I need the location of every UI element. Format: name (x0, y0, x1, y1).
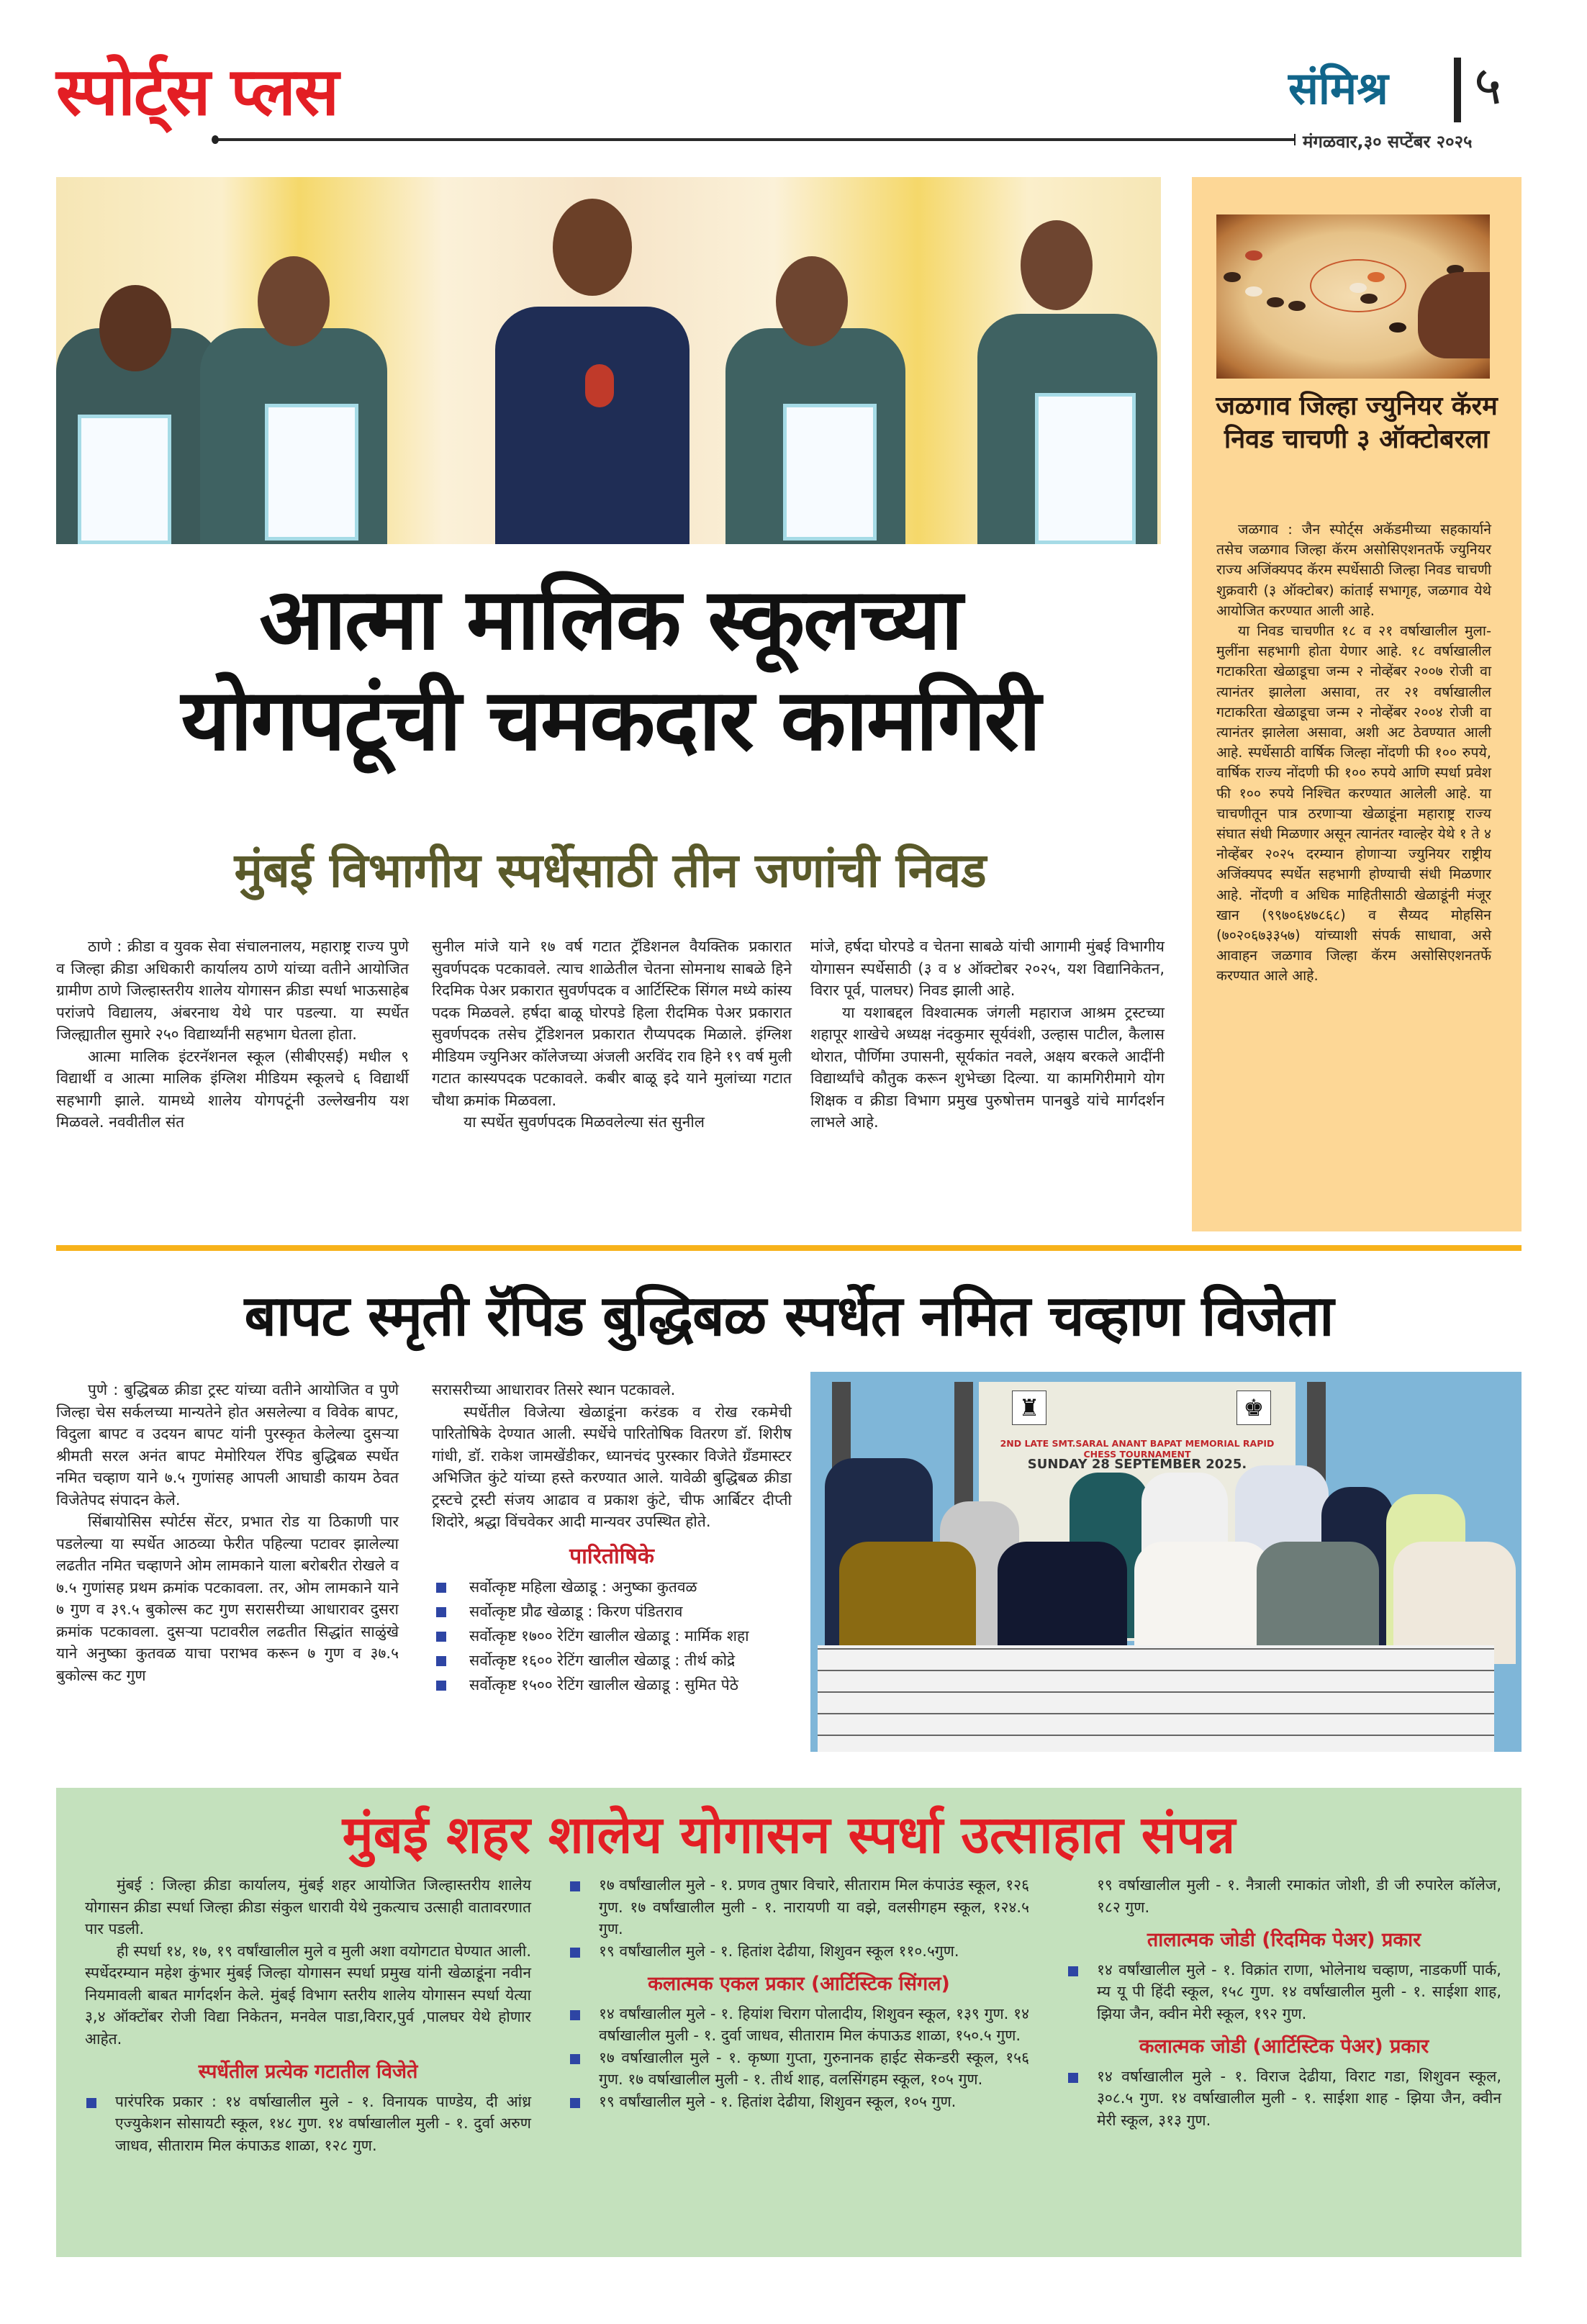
prize-item: सर्वोत्कृष्ट १६०० रेटिंग खालील खेळाडू : तीर्थ कोद्रे (432, 1648, 792, 1673)
square-bullet-icon (570, 2098, 580, 2108)
sidebar-paragraph: या निवड चाचणीत १८ व २१ वर्षाखालील मुला-मुलींना सहभागी होता येणार आहे. १८ वर्षाखालील गटाकरिता खेळाडूचा जन्म २ नोव्हेंबर २००७ रोजी वा त्यानंतर झालेला असावा, तर २१ वर्षाखालील गटाकरिता खेळाडूचा जन्म २ नोव्हेंबर २००४ रोजी वा त्यानंतर झालेला असावा, अशी अट ठेवण्यात आली आहे. स्पर्धेसाठी वार्षिक जिल्हा नोंदणी फी १०० रुपये, वार्षिक राज्य नोंदणी फी १०० रुपये आणि स्पर्धा प्रवेश फी १०० रुपये निश्चित करण्यात आलेली आहे. या चाचणीतून पात्र ठरणाऱ्या खेळाडूंना महाराष्ट्र राज्य संघात संधी मिळणार असून त्यानंतर ग्वाल्हेर येथे १ ते ४ नोव्हेंबर २०२५ दरम्यान होणाऱ्या ज्युनियर राष्ट्रीय अजिंक्यपद स्पर्धेत सहभागी होण्याची संधी मिळणार आहे. नोंदणी व अधिक माहितीसाठी खेळाडूंनी मंजूर खान (९९७०६४७८६८) व सैय्यद मोहसिन (७०२०६७३३५७) यांच्याशी संपर्क साधावा, असे आवाहन जळगाव जिल्हा कॅरम असोसिएशनतर्फे करण्यात आले आहे. (1216, 623, 1491, 985)
section-name: संमिश्र (1288, 62, 1388, 114)
chess-tournament-photo (810, 1372, 1522, 1752)
square-bullet-icon (570, 2054, 580, 2064)
prizes-list (432, 1575, 792, 1697)
chess-king-icon: ♚ (1236, 1391, 1271, 1425)
section-divider-rule (56, 1245, 1522, 1251)
story1-column-2 (432, 936, 792, 1134)
winners-heading: स्पर्धेतील प्रत्येक गटातील विजेते (198, 2061, 418, 2083)
winner-item: १४ वर्षांखालील मुले - १. हियांश चिराग पोलादीय, शिशुवन स्कूल, १३९ गुण. १४ वर्षाखालील मुली - १. दुर्वा जाधव, सीताराम मिल कंपाऊड शाळा, १५०.५ गुण. (569, 2003, 1029, 2047)
winner-item: १४ वर्षाखालील मुले - १. विराज देढीया, विराट गडा, शिशुवन स्कूल, ३०८.५ गुण. १४ वर्षाखालील मुली - १. साईशा शाह - झिया जैन, क्वीन मेरी स्कूल, ३१३ गुण. (1067, 2066, 1501, 2132)
winner-item: १४ वर्षांखालील मुले - १. विक्रांत राणा, भोलेनाथ चव्हाण, नाडकर्णी पार्क, म्य यू पी हिंदी स्कूल, १५८ गुण. १४ वर्षांखालील मुली - १. साईशा शाह, झिया जैन, क्वीन मेरी स्कूल, १९२ गुण. (1067, 1959, 1501, 2025)
winner-item: १९ वर्षांखालील मुले - १. हितांश देढीया, शिशुवन स्कूल, १०५ गुण. (569, 2091, 1029, 2113)
prize-item: सर्वोत्कृष्ट महिला खेळाडू : अनुष्का कुतवळ (432, 1575, 792, 1599)
winner-item: पारंपरिक प्रकार : १४ वर्षाखालील मुले - १. विनायक पाण्डेय, दी आंध्र एज्युकेशन सोसायटी स्कूल, १४८ गुण. १४ वर्षाखालील मुली - १. दुर्वा अरुण जाधव, सीताराम मिल कंपाऊड शाळा, १२८ गुण. (85, 2091, 531, 2157)
winner-item: १७ वर्षांखालील मुले - १. प्रणव तुषार विचारे, सीताराम मिल कंपाउंड स्कूल, १२६ गुण. १७ वर्षांखालील मुली - १. नारायणी या वझे, वलसीगहम स्कूल, १२४.५ गुण. (569, 1874, 1029, 1940)
chess-headline: बापट स्मृती रॅपिड बुद्धिबळ स्पर्धेत नमित चव्हाण विजेता (244, 1284, 1334, 1349)
story3-column-2 (569, 1874, 1029, 2112)
square-bullet-icon (570, 1881, 580, 1891)
artistic-pair-heading: कलात्मक जोडी (आर्टिस्टिक पेअर) प्रकार (1139, 2035, 1429, 2058)
square-bullet-icon (1068, 2073, 1078, 2083)
square-bullet-icon (436, 1607, 446, 1617)
carrom-board-photo (1216, 214, 1490, 379)
square-bullet-icon (436, 1583, 446, 1593)
rhythmic-pair-heading: तालात्मक जोडी (रिदमिक पेअर) प्रकार (1147, 1929, 1421, 1951)
square-bullet-icon (570, 2010, 580, 2020)
story3-column-1 (85, 1874, 531, 2156)
square-bullet-icon (436, 1656, 446, 1666)
masthead-title: स्पोर्ट्स प्लस (56, 53, 338, 130)
main-subheadline: मुंबई विभागीय स्पर्धेसाठी तीन जणांची निवड (234, 843, 987, 898)
story3-paragraph: मुंबई : जिल्हा क्रीडा कार्यालय, मुंबई शहर आयोजित जिल्हास्तरीय शालेय योगासन क्रीडा स्पर्धा जिल्हा क्रीडा संकुल धारावी येथे नुकत्याच उत्साही वातावरणात पार पडली. (85, 1876, 531, 1938)
masthead-rule (216, 138, 1296, 141)
story2-column-1 (56, 1379, 399, 1686)
chess-club-logo-icon: ♜ (1012, 1391, 1046, 1425)
story2-paragraph: सिंबायोसिस स्पोर्टस सेंटर, प्रभात रोड या ठिकाणी पार पडलेल्या या स्पर्धेत आठव्या फेरीत पहिल्या पटावर झालेल्या लढतीत नमित चव्हाणने ओम लामकाने याला बरोबरीत रोखले व ७.५ गुणांसह प्रथम क्रमांक पटकावला. तर, ओम लामकाने याने ७ गुण व ३९.५ बुकोल्स कट गुण सरासरीच्या आधारावर दुसरा क्रमांक पटकावला. दुसऱ्या पटावरील लढतीत सिद्धांत साळुंखे याने अनुष्का कुतवळ याचा पराभव करून ७ गुण व ३७.५ बुकोल्स कट गुण (56, 1513, 399, 1684)
prize-item: सर्वोत्कृष्ट १५०० रेटिंग खालील खेळाडू : सुमित पेठे (432, 1673, 792, 1697)
winner-item: १९ वर्षांखालील मुले - १. हितांश देढीया, शिशुवन स्कूल ११०.५गुण. (569, 1940, 1029, 1963)
prizes-heading: पारितोषिके (569, 1543, 654, 1569)
story1-paragraph: मांजे, हर्षदा घोरपडे व चेतना साबळे यांची आगामी मुंबई विभागीय योगासन स्पर्धेसाठी (३ व ४ ऑक्टोबर २०२५, यश विद्यानिकेतन, विरार पूर्व, पालघर) निवड झाली आहे. (810, 938, 1165, 999)
main-headline-line2: योगपटूंची चमकदार कामगिरी (181, 670, 1040, 769)
story3-paragraph: ही स्पर्धा १४, १७, १९ वर्षांखालील मुले व मुली अशा वयोगटात घेण्यात आली. स्पर्धेदरम्यान महेश कुंभार मुंबई जिल्हा योगासन स्पर्धा प्रमुख यांनी खेळाडूंना नवीन नियमावली बाबत मार्गदर्शन केले. मुंबई विभाग स्तरीय शालेय योगासन स्पर्धा येत्या ३,४ ऑक्टोंबर रोजी विद्या निकेतन, मनवेल पाडा,विरार,पुर्व ,पालघर येथे होणार आहेत. (85, 1942, 531, 2048)
green-box-headline: मुंबई शहर शालेय योगासन स्पर्धा उत्साहात संपन्न (342, 1804, 1236, 1865)
prize-item: सर्वोत्कृष्ट प्रौढ खेळाडू : किरण पंडितराव (432, 1599, 792, 1624)
winner-item-continued: १९ वर्षाखालील मुली - १. नैत्राली रमाकांत जोशी, डी जी रुपारेल कॉलेज, १८२ गुण. (1097, 1876, 1501, 1916)
winner-item: १७ वर्षाखालील मुले - १. कृष्णा गुप्ता, गुरुनानक हाईट सेकन्डरी स्कूल, १५६ गुण. १७ वर्षाखालील मुली - १. तीर्थ शाह, वलसिंगहम स्कूल, १०५ गुण. (569, 2047, 1029, 2091)
yoga-winners-photo (56, 177, 1161, 544)
story1-column-1 (56, 936, 409, 1134)
square-bullet-icon (1068, 1966, 1078, 1976)
banner-title: 2ND LATE SMT.SARAL ANANT BAPAT MEMORIAL RAPID CHESS TOURNAMENT (1000, 1438, 1275, 1460)
square-bullet-icon (86, 2098, 96, 2108)
story1-paragraph: या यशाबद्दल विश्वात्मक जंगली महाराज आश्रम ट्रस्टच्या शहापूर शाखेचे अध्यक्ष नंदकुमार सूर्यवंशी, उल्हास पाटील, कैलास थोरात, पौर्णिमा उपासनी, सूर्यकांत नवले, अक्षय बरकले आदींनी विद्यार्थ्यांचे कौतुक करून शुभेच्छा दिल्या. या कामगिरीमागे योग शिक्षक व क्रीडा विभाग प्रमुख पुरुषोत्तम पानबुडे यांचे मार्गदर्शन लाभले आहे. (810, 1003, 1165, 1131)
story2-paragraph: स्पर्धेतील विजेत्या खेळाडूंना करंडक व रोख रकमेची पारितोषिके देण्यात आली. स्पर्धेचे पारितोषिक वितरण डॉ. शिरीष गांधी, डॉ. राकेश जामखेंडीकर, ध्यानचंद पुरस्कार विजेते ग्रँडमास्टर अभिजित कुंटे यांच्या हस्ते करण्यात आले. यावेळी बुद्धिबळ क्रीडा ट्रस्टचे ट्रस्टी संजय आढाव व प्रकाश कुंटे, चीफ आर्बिटर दीप्ती शिदोरे, श्रद्धा विंचवेकर आदी मान्यवर उपस्थित होते. (432, 1403, 792, 1530)
prize-item: सर्वोत्कृष्ट १७०० रेटिंग खालील खेळाडू : मार्मिक शहा (432, 1624, 792, 1648)
main-headline (56, 569, 1165, 770)
story2-paragraph: पुणे : बुद्धिबळ क्रीडा ट्रस्ट यांच्या वतीने आयोजित व पुणे जिल्हा चेस सर्कलच्या मान्यतेने होत असलेल्या व विवेक बापट, विदुला बापट व उदयन बापट यांनी पुरस्कृत केलेल्या दुसऱ्या श्रीमती सरल अनंत बापट मेमोरियल रॅपिड बुद्धिबळ स्पर्धेत नमित चव्हाण याने ७.५ गुणांसह आपली आघाडी कायम ठेवत विजेतेपद संपादन केले. (56, 1381, 399, 1509)
table (818, 1645, 1494, 1752)
square-bullet-icon (436, 1632, 446, 1642)
section-divider (1454, 58, 1461, 122)
square-bullet-icon (436, 1681, 446, 1691)
story3-column-3 (1067, 1874, 1501, 2131)
page-number: ५ (1474, 55, 1502, 117)
sidebar-paragraph: जळगाव : जैन स्पोर्ट्स अकॅडमीच्या सहकार्याने तसेच जळगाव जिल्हा कॅरम असोसिएशनतर्फे ज्युनियर राज्य अजिंक्यपद कॅरम स्पर्धेसाठी जिल्हा निवड चाचणी शुक्रवारी (३ ऑक्टोबर) कांताई सभागृह, जळगाव येथे आयोजित करण्यात आली आहे. (1216, 521, 1491, 619)
main-headline-line1: आत्मा मालिक स्कूलच्या (259, 569, 962, 669)
square-bullet-icon (570, 1948, 580, 1958)
story1-column-3 (810, 936, 1165, 1134)
story2-paragraph: सरासरीच्या आधारावर तिसरे स्थान पटकावले. (432, 1381, 676, 1398)
story2-column-2 (432, 1379, 792, 1697)
sidebar-headline: जळगाव जिल्हा ज्युनियर कॅरम निवड चाचणी ३ ऑक्टोबरला (1216, 392, 1498, 454)
story1-paragraph: सुनील मांजे याने १७ वर्ष गटात ट्रॅडिशनल वैयक्तिक प्रकारात सुवर्णपदक पटकावले. त्याच शाळेतील चेतना सोमनाथ साबळे हिने रिदमिक पेअर प्रकारात सुवर्णपदक व आर्टिस्टिक सिंगल मध्ये कांस्य पदक मिळवले. हर्षदा बाळू घोरपडे हिला रीदमिक पेअर प्रकारात सुवर्णपदक तसेच ट्रॅडिशनल प्रकारात रौप्यपदक मिळाले. इंग्लिश मीडियम ज्युनिअर कॉलेजच्या अंजली अरविंद राव हिने १९ वर्ष मुली गटात कास्यपदक पटकावले. कबीर बाळू इदे याने मुलांच्या गटात चौथा क्रमांक मिळवला. (432, 938, 792, 1109)
carrom-sidebar (1192, 177, 1522, 1231)
yoga-mumbai-box (56, 1788, 1522, 2257)
story1-paragraph: या स्पर्धेत सुवर्णपदक मिळवलेल्या संत सुनील (464, 1113, 705, 1131)
issue-date: मंगळवार,३० सप्टेंबर २०२५ (1303, 132, 1473, 152)
story1-paragraph: ठाणे : क्रीडा व युवक सेवा संचालनालय, महाराष्ट्र राज्य पुणे व जिल्हा क्रीडा अधिकारी कार्यालय ठाणे यांच्या वतीने आयोजित ग्रामीण ठाणे जिल्हास्तरीय शालेय योगासन क्रीडा स्पर्धा भाऊसाहेब परांजपे विद्यालय, अंबरनाथ येथे पार पडल्या. या स्पर्धेत जिल्ह्यातील सुमारे २५० विद्यार्थ्यांनी सहभाग घेतला होता. (56, 938, 409, 1043)
artistic-single-heading: कलात्मक एकल प्रकार (आर्टिस्टिक सिंगल) (648, 1973, 950, 1995)
banner-date: SUNDAY 28 SEPTEMBER 2025. (1027, 1457, 1247, 1472)
sidebar-body (1216, 520, 1491, 987)
story1-paragraph: आत्मा मालिक इंटरनॅशनल स्कूल (सीबीएसई) मधील ९ विद्यार्थी व आत्मा मालिक इंग्लिश मीडियम स्कूलचे ६ विद्यार्थी सहभागी झाले. यामध्ये शालेय योगपटूंनी उल्लेखनीय यश मिळवले. नववीतील संत (56, 1047, 409, 1131)
